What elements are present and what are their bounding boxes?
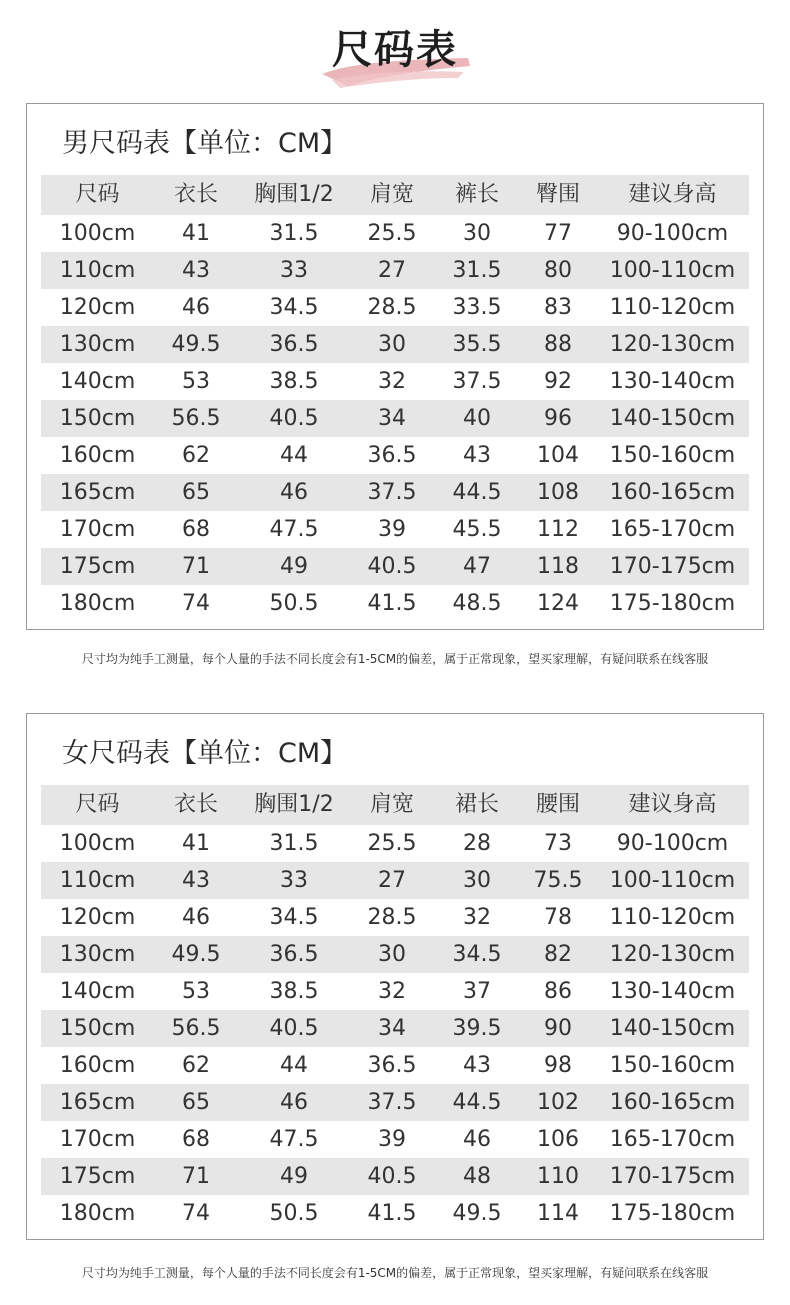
table-header-row	[41, 175, 749, 215]
table-cell: 118	[520, 548, 596, 585]
column-header: 肩宽	[350, 175, 434, 215]
table-cell: 48	[434, 1158, 520, 1195]
table-cell: 175-180cm	[609, 591, 736, 616]
table-cell: 130cm	[41, 936, 154, 973]
table-cell: 110cm	[41, 862, 154, 899]
measurement-note: 尺寸均为纯手工测量，每个人量的手法不同长度会有1-5CM的偏差，属于正常现象，望买家理解，有疑问联系在线客服	[81, 1266, 709, 1280]
table-cell: 44	[280, 443, 308, 468]
table-cell: 106	[537, 1127, 579, 1152]
table-cell: 48.5	[452, 591, 502, 616]
table-cell: 31.5	[269, 831, 319, 856]
table-cell: 110-120cm	[609, 905, 736, 930]
column-header: 裤长	[434, 175, 520, 215]
column-header: 衣长	[154, 785, 238, 825]
table-cell: 41	[182, 831, 210, 856]
page-title: 尺码表	[332, 27, 458, 73]
table-row	[41, 936, 749, 973]
table-cell: 46	[238, 474, 350, 511]
table-cell: 92	[544, 369, 572, 394]
table-cell: 160cm	[59, 1053, 136, 1078]
table-cell: 130-140cm	[609, 979, 736, 1004]
mens-size-title: 男尺码表【单位：CM】	[62, 128, 348, 159]
table-row	[41, 289, 749, 326]
table-cell: 175cm	[41, 548, 154, 585]
table-cell: 40.5	[350, 1158, 434, 1195]
table-cell: 88	[520, 326, 596, 363]
table-cell: 33.5	[452, 295, 502, 320]
table-cell: 75.5	[520, 862, 596, 899]
table-cell: 100-110cm	[596, 252, 749, 289]
table-cell: 36.5	[367, 1053, 417, 1078]
table-cell: 71	[154, 548, 238, 585]
table-cell: 44	[280, 1053, 308, 1078]
table-cell: 130-140cm	[609, 369, 736, 394]
table-cell: 130cm	[41, 326, 154, 363]
table-cell: 43	[463, 1053, 491, 1078]
table-cell: 78	[544, 905, 572, 930]
table-cell: 39	[378, 1127, 406, 1152]
table-cell: 39.5	[434, 1010, 520, 1047]
table-cell: 36.5	[238, 936, 350, 973]
table-cell: 175cm	[41, 1158, 154, 1195]
table-cell: 39	[378, 517, 406, 542]
table-cell: 120-130cm	[596, 936, 749, 973]
table-cell: 150-160cm	[609, 443, 736, 468]
table-cell: 25.5	[367, 831, 417, 856]
table-cell: 43	[463, 443, 491, 468]
table-cell: 120-130cm	[596, 326, 749, 363]
table-cell: 74	[182, 1201, 210, 1226]
table-cell: 56.5	[154, 400, 238, 437]
table-cell: 46	[182, 905, 210, 930]
table-cell: 47.5	[269, 1127, 319, 1152]
table-cell: 37.5	[350, 1084, 434, 1121]
table-cell: 45.5	[452, 517, 502, 542]
table-row	[41, 437, 749, 474]
table-cell: 71	[154, 1158, 238, 1195]
table-row	[41, 363, 749, 400]
table-cell: 34	[350, 1010, 434, 1047]
table-row	[41, 825, 749, 862]
table-row	[41, 1084, 749, 1121]
table-cell: 83	[544, 295, 572, 320]
table-cell: 41.5	[367, 1201, 417, 1226]
table-row	[41, 548, 749, 585]
table-cell: 47	[434, 548, 520, 585]
table-cell: 74	[182, 591, 210, 616]
table-cell: 62	[182, 1053, 210, 1078]
table-cell: 34.5	[269, 905, 319, 930]
table-cell: 41.5	[367, 591, 417, 616]
table-cell: 170-175cm	[596, 1158, 749, 1195]
table-cell: 140cm	[59, 979, 136, 1004]
table-cell: 28	[463, 831, 491, 856]
table-cell: 30	[350, 326, 434, 363]
table-cell: 102	[520, 1084, 596, 1121]
table-cell: 110cm	[41, 252, 154, 289]
table-row	[41, 1121, 749, 1158]
table-cell: 47.5	[269, 517, 319, 542]
column-header: 建议身高	[596, 785, 749, 825]
womens-size-table	[41, 785, 749, 1232]
table-cell: 30	[434, 862, 520, 899]
table-cell: 86	[544, 979, 572, 1004]
table-cell: 31.5	[434, 252, 520, 289]
table-row	[41, 1047, 749, 1084]
table-cell: 140cm	[59, 369, 136, 394]
table-cell: 90	[520, 1010, 596, 1047]
table-cell: 160-165cm	[596, 474, 749, 511]
table-row	[41, 400, 749, 437]
table-cell: 46	[182, 295, 210, 320]
womens-size-panel	[26, 713, 764, 1240]
column-header: 胸围1/2	[238, 785, 350, 825]
table-cell: 31.5	[269, 221, 319, 246]
table-cell: 32	[378, 979, 406, 1004]
table-cell: 34.5	[434, 936, 520, 973]
table-cell: 112	[537, 517, 579, 542]
table-cell: 33	[238, 862, 350, 899]
column-header: 臀围	[520, 175, 596, 215]
table-cell: 170-175cm	[596, 548, 749, 585]
table-cell: 56.5	[154, 1010, 238, 1047]
table-cell: 37.5	[350, 474, 434, 511]
table-header-row	[41, 785, 749, 825]
table-cell: 165-170cm	[609, 517, 736, 542]
table-cell: 73	[544, 831, 572, 856]
table-row	[41, 585, 749, 622]
table-cell: 49	[238, 1158, 350, 1195]
table-cell: 110-120cm	[609, 295, 736, 320]
table-row	[41, 511, 749, 548]
table-cell: 165cm	[41, 474, 154, 511]
table-cell: 160-165cm	[596, 1084, 749, 1121]
table-cell: 65	[154, 474, 238, 511]
table-cell: 82	[520, 936, 596, 973]
table-cell: 98	[544, 1053, 572, 1078]
table-row	[41, 899, 749, 936]
table-cell: 49.5	[154, 326, 238, 363]
table-cell: 37	[463, 979, 491, 1004]
table-cell: 68	[182, 1127, 210, 1152]
table-cell: 27	[350, 252, 434, 289]
table-cell: 44.5	[434, 1084, 520, 1121]
table-cell: 150cm	[41, 400, 154, 437]
table-cell: 28.5	[367, 295, 417, 320]
table-cell: 33	[238, 252, 350, 289]
table-cell: 40	[434, 400, 520, 437]
table-cell: 32	[463, 905, 491, 930]
table-cell: 40.5	[350, 548, 434, 585]
column-header: 尺码	[41, 175, 154, 215]
table-cell: 170cm	[59, 517, 136, 542]
column-header: 肩宽	[350, 785, 434, 825]
table-cell: 32	[378, 369, 406, 394]
table-cell: 108	[520, 474, 596, 511]
table-cell: 65	[154, 1084, 238, 1121]
table-cell: 35.5	[434, 326, 520, 363]
table-cell: 49	[238, 548, 350, 585]
mens-size-table	[41, 175, 749, 622]
table-cell: 175-180cm	[609, 1201, 736, 1226]
table-row	[41, 215, 749, 252]
table-cell: 50.5	[269, 591, 319, 616]
table-cell: 34	[350, 400, 434, 437]
table-cell: 114	[537, 1201, 579, 1226]
table-cell: 180cm	[59, 1201, 136, 1226]
table-cell: 40.5	[238, 1010, 350, 1047]
table-cell: 150cm	[41, 1010, 154, 1047]
column-header: 腰围	[520, 785, 596, 825]
column-header: 建议身高	[596, 175, 749, 215]
table-row	[41, 1158, 749, 1195]
table-cell: 165cm	[41, 1084, 154, 1121]
womens-size-title: 女尺码表【单位：CM】	[62, 738, 348, 769]
table-cell: 110	[520, 1158, 596, 1195]
table-cell: 180cm	[59, 591, 136, 616]
table-cell: 49.5	[154, 936, 238, 973]
table-cell: 36.5	[367, 443, 417, 468]
table-cell: 37.5	[452, 369, 502, 394]
table-cell: 140-150cm	[596, 400, 749, 437]
table-cell: 34.5	[269, 295, 319, 320]
table-row	[41, 973, 749, 1010]
column-header: 胸围1/2	[238, 175, 350, 215]
table-row	[41, 862, 749, 899]
table-cell: 90-100cm	[616, 831, 729, 856]
column-header: 衣长	[154, 175, 238, 215]
table-cell: 49.5	[452, 1201, 502, 1226]
table-cell: 43	[154, 862, 238, 899]
table-cell: 165-170cm	[609, 1127, 736, 1152]
table-cell: 120cm	[59, 295, 136, 320]
table-cell: 53	[182, 369, 210, 394]
table-cell: 170cm	[59, 1127, 136, 1152]
column-header: 裙长	[434, 785, 520, 825]
table-cell: 100cm	[59, 831, 136, 856]
table-cell: 90-100cm	[616, 221, 729, 246]
measurement-note: 尺寸均为纯手工测量，每个人量的手法不同长度会有1-5CM的偏差，属于正常现象，望买家理解，有疑问联系在线客服	[81, 652, 709, 666]
table-cell: 124	[537, 591, 579, 616]
table-cell: 46	[463, 1127, 491, 1152]
table-cell: 100cm	[59, 221, 136, 246]
table-cell: 41	[182, 221, 210, 246]
table-row	[41, 1010, 749, 1047]
table-cell: 62	[182, 443, 210, 468]
table-row	[41, 326, 749, 363]
table-cell: 160cm	[59, 443, 136, 468]
table-cell: 27	[350, 862, 434, 899]
table-cell: 36.5	[238, 326, 350, 363]
table-cell: 30	[350, 936, 434, 973]
table-cell: 46	[238, 1084, 350, 1121]
table-cell: 50.5	[269, 1201, 319, 1226]
table-cell: 104	[537, 443, 579, 468]
table-cell: 28.5	[367, 905, 417, 930]
table-cell: 43	[154, 252, 238, 289]
mens-size-panel	[26, 103, 764, 630]
table-cell: 120cm	[59, 905, 136, 930]
table-cell: 25.5	[367, 221, 417, 246]
table-cell: 40.5	[238, 400, 350, 437]
table-row	[41, 474, 749, 511]
table-cell: 38.5	[269, 369, 319, 394]
table-cell: 150-160cm	[609, 1053, 736, 1078]
table-cell: 80	[520, 252, 596, 289]
table-cell: 38.5	[269, 979, 319, 1004]
table-cell: 68	[182, 517, 210, 542]
table-cell: 140-150cm	[596, 1010, 749, 1047]
table-row	[41, 252, 749, 289]
page-header	[0, 18, 790, 88]
table-cell: 96	[520, 400, 596, 437]
table-cell: 100-110cm	[596, 862, 749, 899]
column-header: 尺码	[41, 785, 154, 825]
table-cell: 44.5	[434, 474, 520, 511]
table-cell: 30	[463, 221, 491, 246]
table-cell: 53	[182, 979, 210, 1004]
table-row	[41, 1195, 749, 1232]
table-cell: 77	[544, 221, 572, 246]
